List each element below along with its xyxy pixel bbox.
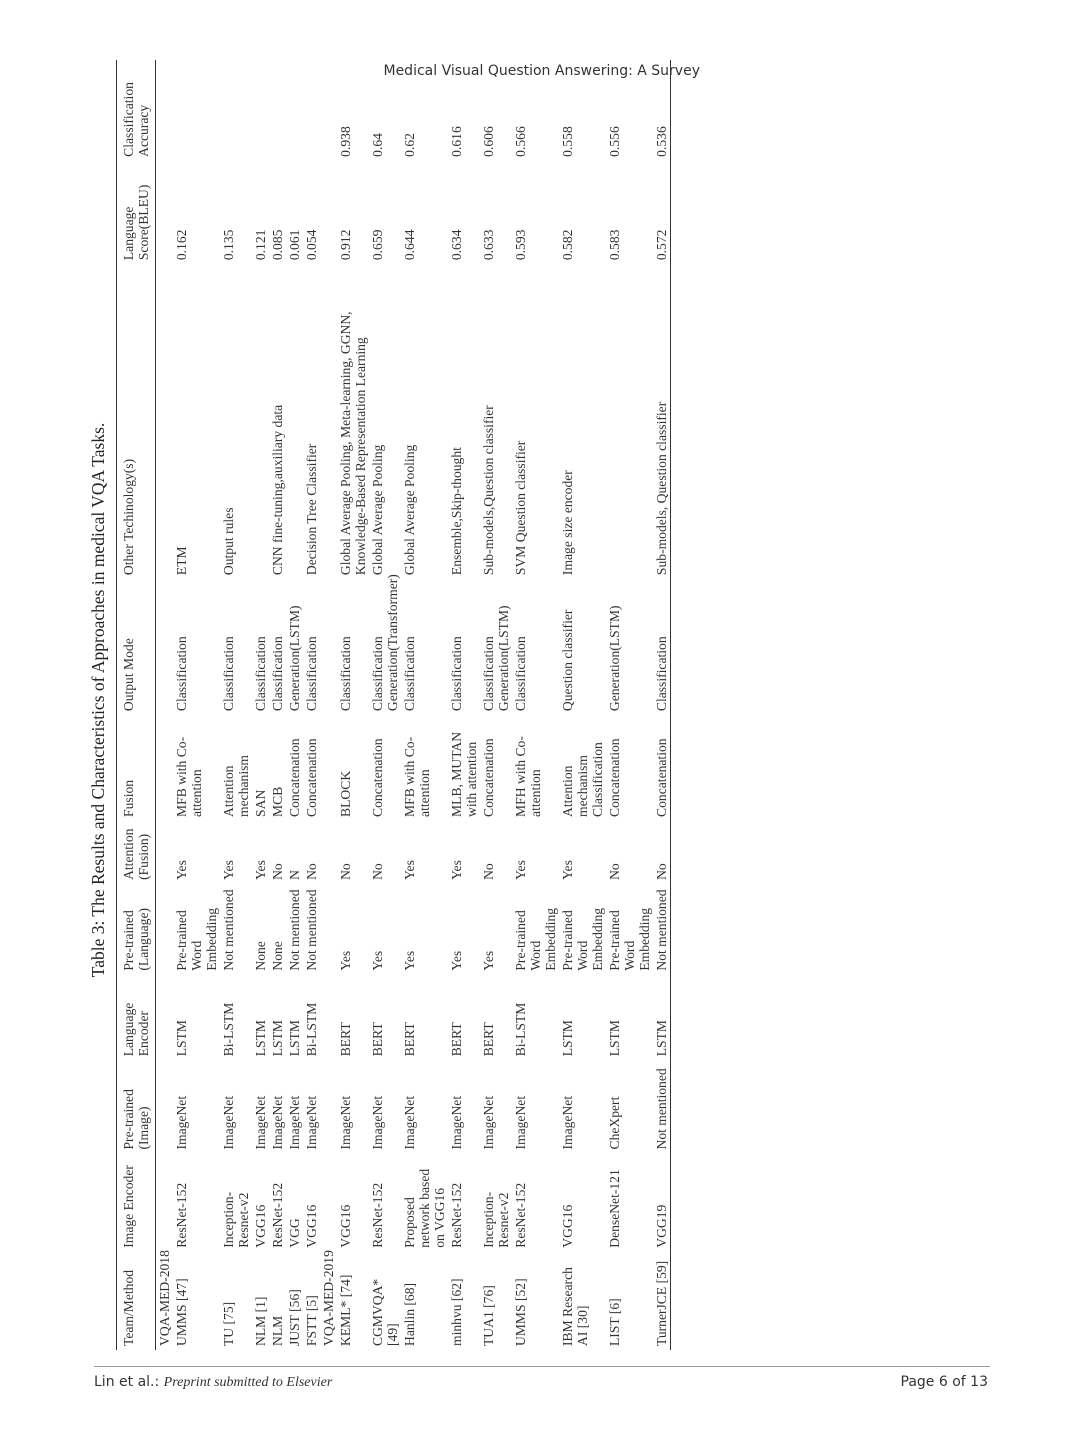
table-cell: Generation(LSTM) xyxy=(287,605,302,712)
table-cell: No xyxy=(304,863,319,880)
table-cell: ResNet-152 xyxy=(449,1182,464,1248)
table-cell: ImageNet xyxy=(304,1095,319,1150)
table-cell: MFB with Co-attention xyxy=(402,736,432,817)
table-cell: BERT xyxy=(481,1022,496,1057)
table-cell: Yes xyxy=(174,860,189,880)
table-cell: BERT xyxy=(338,1022,353,1057)
table-cell: Global Average Pooling xyxy=(370,444,385,576)
table-cell: Ensemble,Skip-thought xyxy=(449,447,464,576)
column-header: Pre-trained (Image) xyxy=(121,1089,151,1150)
table-row xyxy=(173,60,220,1350)
table-cell: BERT xyxy=(402,1022,417,1057)
table-cell: LIST [6] xyxy=(607,1298,622,1346)
table-cell: No xyxy=(654,863,669,880)
table-cell: Image size encoder xyxy=(560,470,575,576)
table-row xyxy=(337,60,369,1350)
table-row xyxy=(480,60,512,1350)
table-cell: ImageNet xyxy=(481,1095,496,1150)
table-cell: Global Average Pooling, Meta-learning, GGNN, Knowledge-Based Representation Learning xyxy=(338,311,368,576)
table-cell: Concatenation xyxy=(304,738,319,817)
table-cell: Pre-trained Word Embedding xyxy=(560,907,605,971)
table-cell: 0.121 xyxy=(253,229,268,261)
table-cell: JUST [56] xyxy=(287,1289,302,1346)
table-row xyxy=(286,60,303,1350)
table-cell: VGG16 xyxy=(304,1204,319,1248)
column-header: Pre-trained (Language) xyxy=(121,907,151,971)
table-cell: Yes xyxy=(402,950,417,971)
table-body xyxy=(156,60,671,1350)
table-cell xyxy=(173,60,220,161)
column-header: Language Score(BLEU) xyxy=(121,184,151,261)
table-cell: IBM Research AI [30] xyxy=(560,1267,590,1346)
table-cell: 0.061 xyxy=(287,229,302,261)
table-cell: UMMS [52] xyxy=(513,1278,528,1346)
table-cell: ResNet-152 xyxy=(370,1182,385,1248)
table-cell: 0.572 xyxy=(654,229,669,261)
table-cell: Classification Generation(LSTM) xyxy=(481,605,511,712)
table-cell: ETM xyxy=(174,546,189,576)
table-cell: Inception-Resnet-v2 xyxy=(481,1191,511,1248)
column-header: Classification Accuracy xyxy=(121,82,151,157)
table-cell: Classification xyxy=(304,636,319,712)
table-cell: Classification xyxy=(221,636,236,712)
table-cell xyxy=(286,264,303,579)
table-cell: Yes xyxy=(221,860,236,880)
table-cell: 0.912 xyxy=(338,229,353,261)
section-row xyxy=(156,60,174,1350)
table-cell: 0.536 xyxy=(654,126,669,157)
table-cell: Sub-models,Question classifier xyxy=(481,405,496,576)
table-caption: Table 3: The Results and Characteristics of Approaches in medical VQA Tasks. xyxy=(88,422,108,978)
table-cell: Classification xyxy=(654,636,669,712)
table-cell xyxy=(269,60,286,161)
table-cell: 0.566 xyxy=(513,126,528,157)
column-header: Other Techinology(s) xyxy=(121,458,136,576)
table-cell: Sub-models, Question classifier xyxy=(654,401,669,576)
table-cell: minhvu [62] xyxy=(449,1278,464,1346)
table-cell: ImageNet xyxy=(513,1095,528,1150)
table-cell: ImageNet xyxy=(287,1095,302,1150)
table-cell: ImageNet xyxy=(370,1095,385,1150)
table-cell: LSTM xyxy=(174,1020,189,1057)
table-cell: Classification xyxy=(449,636,464,712)
table-cell: Pre-trained Word Embedding xyxy=(607,907,652,971)
table-header xyxy=(117,60,156,1350)
footer-citation xyxy=(94,1374,332,1391)
table-cell: 0.64 xyxy=(370,133,385,157)
table-cell: 0.135 xyxy=(221,229,236,261)
table-cell: 0.556 xyxy=(607,126,622,157)
running-header: Medical Visual Question Answering: A Survey xyxy=(383,63,700,79)
table-cell: 0.634 xyxy=(449,229,464,261)
table-cell: No xyxy=(607,863,622,880)
table-cell: Not mentioned xyxy=(221,889,236,971)
table-cell: CNN fine-tuning,auxiliary data xyxy=(270,404,285,576)
table-cell: Pre-trained Word Embedding xyxy=(174,907,219,971)
table-cell: No xyxy=(270,863,285,880)
table-cell: MFB with Co-attention xyxy=(174,736,204,817)
column-header: Image Encoder xyxy=(121,1165,136,1248)
table-cell: Yes xyxy=(338,950,353,971)
footer-rule xyxy=(94,1366,990,1367)
table-row xyxy=(220,60,252,1350)
column-header: Team/Method xyxy=(121,1269,136,1346)
table-row xyxy=(369,60,401,1350)
table-cell: Generation(LSTM) xyxy=(607,605,622,712)
table-cell: Yes xyxy=(253,860,268,880)
table-cell: Yes xyxy=(513,860,528,880)
table-cell: LSTM xyxy=(654,1020,669,1057)
table-cell: Not mentioned xyxy=(654,889,669,971)
table-cell xyxy=(606,264,653,579)
table-cell: VGG16 xyxy=(253,1204,268,1248)
table-row xyxy=(559,60,606,1350)
table-cell: ImageNet xyxy=(402,1095,417,1150)
table-cell: Classification xyxy=(513,636,528,712)
column-header: Output Mode xyxy=(121,638,136,712)
table-cell: Attention mechanism Classification xyxy=(560,742,605,817)
table-cell: Attention mechanism xyxy=(221,755,251,817)
table-row xyxy=(448,60,480,1350)
table-cell: Yes xyxy=(449,950,464,971)
table-cell: Yes xyxy=(449,860,464,880)
table-cell: BERT xyxy=(370,1022,385,1057)
table-cell: LSTM xyxy=(287,1020,302,1057)
table-cell: Bi-LSTM xyxy=(513,1002,528,1057)
table-row xyxy=(269,60,286,1350)
section-row xyxy=(320,60,337,1350)
table-cell: N xyxy=(287,870,302,880)
table-cell: VGG xyxy=(287,1218,302,1248)
table-cell: Concatenation xyxy=(481,738,496,817)
column-header: Fusion xyxy=(121,779,136,817)
table-cell xyxy=(252,60,269,161)
table-cell: VGG16 xyxy=(338,1204,353,1248)
table-cell: Bi-LSTM xyxy=(304,1002,319,1057)
footer-authors: Lin et al.: xyxy=(94,1374,160,1390)
table-cell xyxy=(252,264,269,579)
table-cell: ImageNet xyxy=(174,1095,189,1150)
column-header: Language Encoder xyxy=(121,1002,151,1057)
table-cell: 0.644 xyxy=(402,229,417,261)
table-cell: LSTM xyxy=(270,1020,285,1057)
table-cell: None xyxy=(270,941,285,971)
table-cell: Output rules xyxy=(221,507,236,576)
table-cell: No xyxy=(370,863,385,880)
table-row xyxy=(653,60,671,1350)
table-cell: Inception-Resnet-v2 xyxy=(221,1191,251,1248)
table-cell: 0.62 xyxy=(402,133,417,157)
table-cell: CGMVQA* [49] xyxy=(370,1278,400,1346)
table-cell: No xyxy=(338,863,353,880)
table-cell: 0.593 xyxy=(513,229,528,261)
table-cell: ImageNet xyxy=(270,1095,285,1150)
table-cell: LSTM xyxy=(253,1020,268,1057)
table-cell: 0.633 xyxy=(481,229,496,261)
table-cell: BLOCK xyxy=(338,770,353,817)
table-cell: 0.162 xyxy=(174,229,189,261)
table-cell: Yes xyxy=(481,950,496,971)
table-cell: Yes xyxy=(370,950,385,971)
table-cell: ResNet-152 xyxy=(270,1182,285,1248)
table-cell: NLM [1] xyxy=(253,1296,268,1346)
table-cell: Yes xyxy=(402,860,417,880)
table-cell: 0.085 xyxy=(270,229,285,261)
table-cell: 0.558 xyxy=(560,126,575,157)
table-cell: Concatenation xyxy=(370,738,385,817)
table-cell: Global Average Pooling xyxy=(402,444,417,576)
table-cell: MLB, MUTAN with attention xyxy=(449,731,479,817)
table-cell: Decision Tree Classifier xyxy=(304,443,319,576)
table-cell xyxy=(286,60,303,161)
table-cell: LSTM xyxy=(607,1020,622,1057)
table-cell: 0.606 xyxy=(481,126,496,157)
table-cell: 0.054 xyxy=(304,229,319,261)
section-title: VQA-MED-2019 xyxy=(321,1250,336,1346)
table-cell: Concatenation xyxy=(654,738,669,817)
results-table xyxy=(116,60,671,1350)
table-cell: 0.659 xyxy=(370,229,385,261)
page-number: Page 6 of 13 xyxy=(900,1374,988,1390)
table-cell xyxy=(303,60,320,161)
table-cell: Classification xyxy=(270,636,285,712)
table-cell: Not mentioned xyxy=(287,889,302,971)
footer-preprint: Preprint submitted to Elsevier xyxy=(163,1375,333,1390)
table-cell: Not mentioned xyxy=(654,1068,669,1150)
table-cell: Hanlin [68] xyxy=(402,1282,417,1346)
table-cell: Classification xyxy=(402,636,417,712)
table-cell xyxy=(220,60,252,161)
table-row xyxy=(512,60,559,1350)
table-cell: 0.583 xyxy=(607,229,622,261)
table-cell: SAN xyxy=(253,789,268,817)
table-cell: KEML* [74] xyxy=(338,1274,353,1346)
table-cell: No xyxy=(481,863,496,880)
table-cell: LSTM xyxy=(560,1020,575,1057)
table-cell: DenseNet-121 xyxy=(607,1169,622,1248)
table-cell: BERT xyxy=(449,1022,464,1057)
table-cell: Classification xyxy=(174,636,189,712)
table-row xyxy=(303,60,320,1350)
table-cell: VGG19 xyxy=(654,1204,669,1248)
table-cell: Proposed network based on VGG16 xyxy=(402,1168,447,1248)
table-cell: CheXpert xyxy=(607,1096,622,1150)
table-cell: VGG16 xyxy=(560,1204,575,1248)
table-cell: Yes xyxy=(560,860,575,880)
table-cell: ImageNet xyxy=(253,1095,268,1150)
table-cell: Not mentioned xyxy=(304,889,319,971)
table-cell: ImageNet xyxy=(560,1095,575,1150)
table-cell: Classification Generation(Transformer) xyxy=(370,574,400,712)
table-cell: MFH with Co-attention xyxy=(513,736,543,817)
table-cell: 0.616 xyxy=(449,126,464,157)
table-cell: FSTT [5] xyxy=(304,1295,319,1346)
table-cell: 0.938 xyxy=(338,126,353,157)
table-cell: Concatenation xyxy=(287,738,302,817)
table-cell: TU [75] xyxy=(221,1301,236,1346)
table-cell: ImageNet xyxy=(338,1095,353,1150)
table-cell: ImageNet xyxy=(221,1095,236,1150)
rotated-table-block xyxy=(80,50,1000,1350)
table-cell: NLM xyxy=(270,1315,285,1346)
table-row xyxy=(252,60,269,1350)
table-cell: 0.582 xyxy=(560,229,575,261)
table-row xyxy=(606,60,653,1350)
table-cell: MCB xyxy=(270,786,285,817)
table-cell: SVM Question classifier xyxy=(513,440,528,576)
table-cell: TurnerJCE [59] xyxy=(654,1260,669,1346)
section-title: VQA-MED-2018 xyxy=(157,1250,172,1346)
table-cell: Question classifier xyxy=(560,609,575,712)
table-cell: TUA1 [76] xyxy=(481,1285,496,1346)
table-cell: Classification xyxy=(338,636,353,712)
table-cell: ImageNet xyxy=(449,1095,464,1150)
table-cell: Classification xyxy=(253,636,268,712)
table-cell: ResNet-152 xyxy=(513,1182,528,1248)
table-row xyxy=(401,60,448,1350)
column-header: Attention (Fusion) xyxy=(121,828,151,880)
table-cell: Pre-trained Word Embedding xyxy=(513,907,558,971)
table-cell: ResNet-152 xyxy=(174,1182,189,1248)
table-cell: Bi-LSTM xyxy=(221,1002,236,1057)
table-cell: UMMS [47] xyxy=(174,1278,189,1346)
table-cell: None xyxy=(253,941,268,971)
table-cell: Concatenation xyxy=(607,738,622,817)
